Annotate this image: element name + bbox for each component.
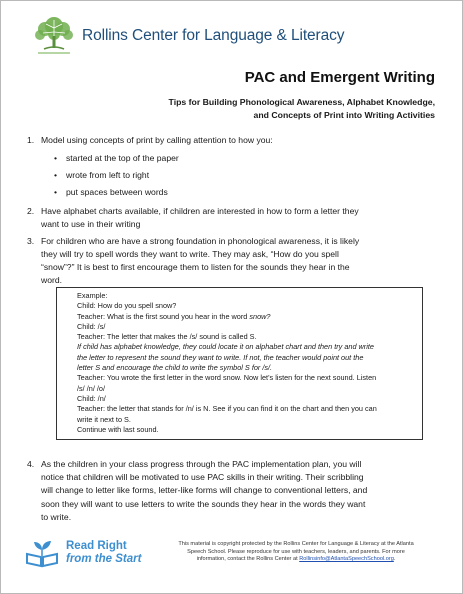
bullet-item: • started at the top of the paper: [66, 150, 433, 167]
example-note-line: If child has alphabet knowledge, they could locate it on alphabet chart and then try and write: [77, 342, 374, 352]
example-line: [77, 312, 416, 322]
item-number: 3.: [27, 236, 35, 246]
item-text-line: they will try to spell words they want to write. They may ask, “How do you spell: [41, 249, 339, 259]
copyright-text: .: [393, 556, 396, 563]
example-box: [56, 287, 423, 440]
page-subtitle: [95, 96, 435, 122]
brand-line: from the Start: [66, 553, 142, 565]
example-line: write it next to S.: [77, 414, 131, 424]
item-text-line: word.: [41, 275, 63, 285]
example-note-line: letter S and encourage the child to write the symbol S for /s/.: [77, 363, 273, 373]
example-text: Teacher: What is the first sound you hear in the word: [77, 311, 250, 321]
tips-list: [27, 134, 433, 287]
example-line: Continue with last sound.: [77, 424, 159, 434]
item-text-line: “snow”?” It is best to first encourage them to listen for the sounds they hear in the: [41, 262, 350, 272]
list-item: [27, 458, 435, 524]
example-line: Teacher: You wrote the first letter in the word snow. Now let’s listen for the next sound. Listen: [77, 373, 377, 383]
bullet-item: • put spaces between words: [66, 184, 433, 201]
item-text-line: soon they will want to use letters to write the sounds they hear in the words they want: [41, 498, 366, 509]
bullet-item: • wrote from left to right: [66, 167, 433, 184]
item-text-line: For children who are have a strong foundation in phonological awareness, it is likely: [41, 236, 360, 246]
brand-line: Read Right: [66, 540, 127, 552]
org-name: Rollins Center for Language & Literacy: [82, 27, 345, 44]
read-right-logo: [24, 538, 141, 568]
copyright-line: Speech School. Please reproduce for use with teachers, leaders, and parents. For more: [187, 548, 405, 555]
item-text: Model using concepts of print by calling attention to how you:: [41, 135, 273, 145]
item-text-line: want to use in their writing: [41, 219, 141, 229]
page-title: PAC and Emergent Writing: [244, 69, 435, 86]
item-text-line: notice that children will be motivated to use PAC skills in their writing. Their scribbling: [41, 472, 364, 483]
example-line: Child: How do you spell snow?: [77, 301, 177, 311]
list-item: [27, 205, 433, 231]
header: [30, 14, 344, 58]
example-line: Teacher: the letter that stands for /n/ is N. See if you can find it on the chart and then you can: [77, 404, 377, 414]
list-item: [27, 134, 433, 201]
example-line: Child: /s/: [77, 321, 106, 331]
item-text-line: will change to letter like forms, letter-like forms will change to conventional letters, and: [41, 485, 368, 496]
contact-email-link[interactable]: Rollinsinfo@AtlantaSpeechSchool.org: [299, 556, 394, 563]
example-line: /s/ /n/ /o/: [77, 383, 105, 393]
subtitle-line: Tips for Building Phonological Awareness, Alphabet Knowledge,: [168, 97, 435, 107]
example-word: snow?: [249, 311, 271, 321]
bullet-list: [41, 150, 433, 201]
item-text-line: As the children in your class progress through the PAC implementation plan, you will: [41, 459, 362, 469]
copyright-line: This material is copyright protected by the Rollins Center for Language & Literacy at the Atlanta: [178, 541, 414, 547]
copyright-line: [148, 556, 444, 564]
copyright-notice: [148, 541, 444, 564]
example-line: Child: /n/: [77, 393, 106, 403]
example-line: Teacher: The letter that makes the /s/ sound is called S.: [77, 332, 257, 342]
item-text-line: Have alphabet charts available, if children are interested in how to form a letter they: [41, 206, 359, 216]
example-heading: Example:: [77, 291, 108, 300]
copyright-text: information, contact the Rollins Center at: [196, 556, 300, 563]
list-item: [27, 235, 433, 287]
item-number: 4.: [27, 459, 35, 469]
example-note-line: the letter to represent the sound they want to write. If not, the teacher would point out the: [77, 352, 364, 362]
open-book-sprout-icon: [24, 538, 60, 568]
item-text-line: to write.: [41, 511, 72, 522]
tree-logo-icon: [30, 14, 78, 58]
item-number: 2.: [27, 206, 35, 216]
item-number: 1.: [27, 135, 35, 145]
subtitle-line: and Concepts of Print into Writing Activities: [253, 110, 435, 120]
